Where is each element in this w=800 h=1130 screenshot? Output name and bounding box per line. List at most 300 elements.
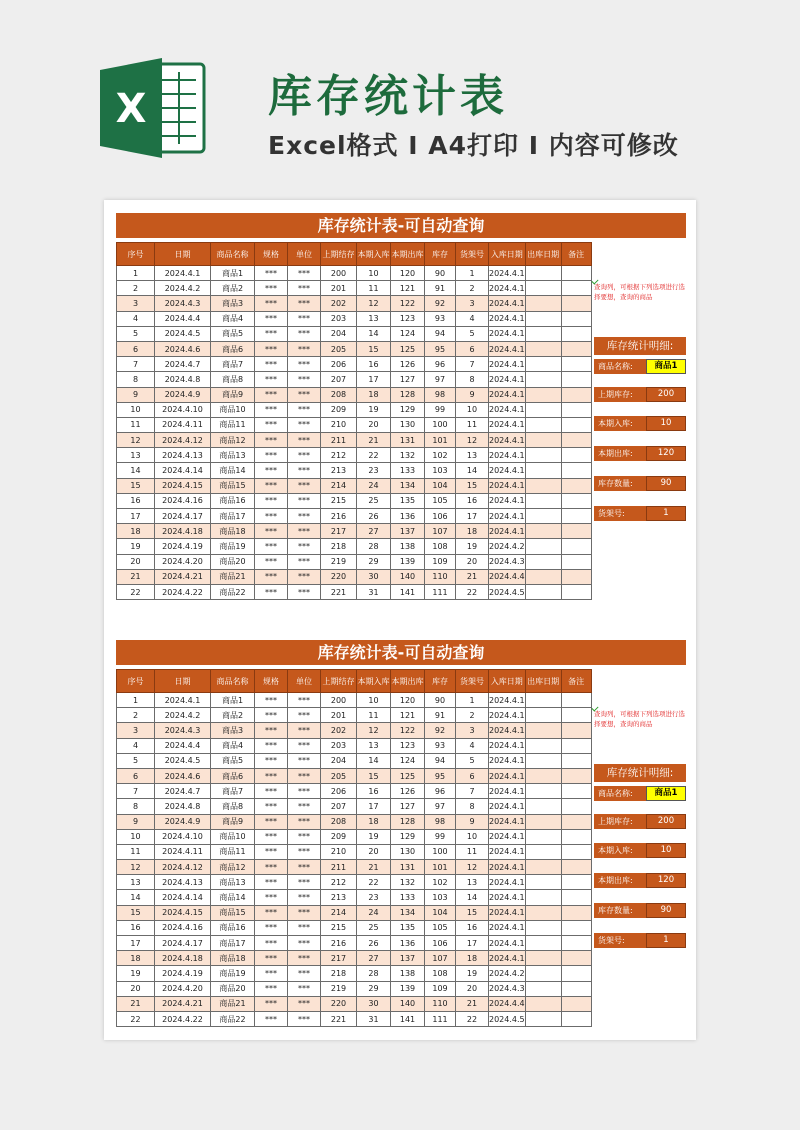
table-cell[interactable]: 22 [117,1011,155,1026]
table-cell[interactable]: 2024.4.10 [155,829,211,844]
table-cell[interactable]: 2024.4.1 [489,814,526,829]
table-cell[interactable]: 2024.4.22 [155,584,211,599]
table-cell[interactable]: 18 [456,951,489,966]
table-cell[interactable]: 130 [391,844,425,859]
table-cell[interactable]: 商品11 [211,844,255,859]
table-cell[interactable]: 219 [321,554,357,569]
table-cell[interactable]: *** [255,936,288,951]
table-cell[interactable]: 商品7 [211,357,255,372]
table-cell[interactable]: 2024.4.1 [489,341,526,356]
table-cell[interactable] [525,357,561,372]
table-cell[interactable]: 211 [321,433,357,448]
table-cell[interactable] [561,829,591,844]
table-cell[interactable] [561,524,591,539]
table-cell[interactable] [561,784,591,799]
table-cell[interactable]: 11 [117,417,155,432]
table-cell[interactable]: *** [288,463,321,478]
table-cell[interactable]: *** [255,784,288,799]
table-cell[interactable]: 109 [425,981,456,996]
table-cell[interactable]: *** [288,524,321,539]
table-cell[interactable]: 2024.4.5 [489,1011,526,1026]
table-cell[interactable] [561,463,591,478]
table-cell[interactable]: 14 [357,753,391,768]
table-cell[interactable]: *** [255,814,288,829]
table-cell[interactable]: 2024.4.1 [489,890,526,905]
table-cell[interactable] [561,584,591,599]
table-cell[interactable]: *** [288,768,321,783]
table-cell[interactable]: *** [288,829,321,844]
table-cell[interactable]: 20 [357,417,391,432]
table-cell[interactable]: 2024.4.13 [155,875,211,890]
table-cell[interactable]: 90 [425,266,456,281]
table-cell[interactable]: 15 [357,768,391,783]
table-cell[interactable]: 14 [117,463,155,478]
table-cell[interactable]: 2024.4.1 [489,708,526,723]
table-cell[interactable]: 2024.4.9 [155,387,211,402]
table-cell[interactable]: 2024.4.13 [155,448,211,463]
table-cell[interactable]: 122 [391,296,425,311]
table-cell[interactable]: 商品20 [211,981,255,996]
table-cell[interactable]: *** [255,266,288,281]
table-cell[interactable] [561,372,591,387]
table-cell[interactable]: 101 [425,860,456,875]
table-cell[interactable]: 91 [425,708,456,723]
table-cell[interactable]: 21 [117,996,155,1011]
table-cell[interactable]: 10 [357,693,391,708]
table-cell[interactable]: 95 [425,768,456,783]
table-cell[interactable]: *** [288,417,321,432]
table-cell[interactable]: *** [255,920,288,935]
table-cell[interactable]: 18 [117,524,155,539]
table-cell[interactable]: 214 [321,905,357,920]
table-cell[interactable]: 93 [425,311,456,326]
table-cell[interactable] [525,554,561,569]
table-cell[interactable]: 98 [425,387,456,402]
table-cell[interactable]: 4 [456,311,489,326]
table-cell[interactable]: 商品12 [211,860,255,875]
table-cell[interactable]: 12 [456,433,489,448]
table-cell[interactable]: *** [288,753,321,768]
product-select[interactable]: 商品1 [646,359,686,374]
table-cell[interactable]: 13 [456,875,489,890]
table-cell[interactable]: *** [288,981,321,996]
table-cell[interactable] [525,463,561,478]
table-cell[interactable]: 31 [357,584,391,599]
table-cell[interactable]: 25 [357,920,391,935]
table-cell[interactable]: *** [255,584,288,599]
table-cell[interactable] [561,708,591,723]
table-cell[interactable]: 125 [391,341,425,356]
table-cell[interactable]: 18 [357,387,391,402]
table-cell[interactable] [525,1011,561,1026]
table-cell[interactable]: 4 [117,738,155,753]
table-cell[interactable] [525,799,561,814]
table-cell[interactable]: 25 [357,493,391,508]
table-cell[interactable]: 20 [117,981,155,996]
table-cell[interactable]: 2024.4.21 [155,569,211,584]
table-cell[interactable]: 14 [456,463,489,478]
table-cell[interactable]: 商品10 [211,829,255,844]
table-cell[interactable]: 2024.4.18 [155,951,211,966]
table-cell[interactable]: *** [255,844,288,859]
table-cell[interactable]: 商品21 [211,996,255,1011]
table-cell[interactable]: 206 [321,357,357,372]
table-cell[interactable]: 204 [321,326,357,341]
table-cell[interactable]: 商品8 [211,372,255,387]
table-cell[interactable]: 96 [425,357,456,372]
table-cell[interactable]: 28 [357,539,391,554]
table-cell[interactable] [525,478,561,493]
table-cell[interactable]: *** [288,554,321,569]
table-cell[interactable] [525,860,561,875]
table-cell[interactable]: 108 [425,539,456,554]
table-cell[interactable]: 201 [321,281,357,296]
table-cell[interactable]: 2024.4.1 [489,951,526,966]
table-cell[interactable]: *** [255,875,288,890]
table-cell[interactable] [525,768,561,783]
table-cell[interactable]: 203 [321,738,357,753]
table-cell[interactable]: 109 [425,554,456,569]
table-cell[interactable]: 128 [391,387,425,402]
table-cell[interactable]: 91 [425,281,456,296]
table-cell[interactable]: 2024.4.2 [489,539,526,554]
table-cell[interactable]: 130 [391,417,425,432]
table-cell[interactable]: *** [288,860,321,875]
table-cell[interactable]: 2024.4.8 [155,372,211,387]
table-cell[interactable]: 17 [456,936,489,951]
table-cell[interactable]: 商品3 [211,723,255,738]
table-cell[interactable]: 2024.4.18 [155,524,211,539]
table-cell[interactable]: 22 [456,584,489,599]
table-cell[interactable]: *** [288,905,321,920]
table-cell[interactable] [525,890,561,905]
table-cell[interactable]: *** [255,417,288,432]
table-cell[interactable]: 商品2 [211,708,255,723]
table-cell[interactable] [561,753,591,768]
table-cell[interactable] [525,539,561,554]
table-cell[interactable]: *** [288,296,321,311]
table-cell[interactable]: 2024.4.5 [489,584,526,599]
table-cell[interactable]: 135 [391,493,425,508]
table-cell[interactable]: 104 [425,478,456,493]
table-cell[interactable]: 136 [391,936,425,951]
table-cell[interactable]: 13 [117,448,155,463]
table-cell[interactable] [525,693,561,708]
table-cell[interactable] [561,448,591,463]
table-cell[interactable]: 商品22 [211,1011,255,1026]
table-cell[interactable] [525,951,561,966]
table-cell[interactable]: 2024.4.1 [489,768,526,783]
table-cell[interactable]: 2 [117,281,155,296]
table-cell[interactable]: 2024.4.19 [155,966,211,981]
table-cell[interactable]: *** [288,569,321,584]
table-cell[interactable]: 104 [425,905,456,920]
table-cell[interactable]: 110 [425,569,456,584]
table-cell[interactable]: 208 [321,387,357,402]
table-cell[interactable] [525,387,561,402]
table-cell[interactable]: *** [288,966,321,981]
table-cell[interactable]: 12 [117,860,155,875]
table-cell[interactable]: 2024.4.7 [155,784,211,799]
table-cell[interactable] [525,341,561,356]
table-cell[interactable]: 商品1 [211,693,255,708]
table-cell[interactable]: 20 [117,554,155,569]
table-cell[interactable]: 137 [391,524,425,539]
table-cell[interactable]: 16 [357,784,391,799]
table-cell[interactable]: 2024.4.8 [155,799,211,814]
table-cell[interactable] [561,326,591,341]
table-cell[interactable]: 商品6 [211,341,255,356]
table-cell[interactable]: *** [255,478,288,493]
table-cell[interactable]: 5 [117,326,155,341]
table-cell[interactable] [561,357,591,372]
table-cell[interactable]: 218 [321,966,357,981]
table-cell[interactable] [561,569,591,584]
table-cell[interactable]: 23 [357,463,391,478]
table-cell[interactable]: 15 [456,905,489,920]
table-cell[interactable]: *** [255,281,288,296]
table-cell[interactable]: *** [255,981,288,996]
table-cell[interactable]: 127 [391,799,425,814]
table-cell[interactable]: 2024.4.1 [489,860,526,875]
table-cell[interactable]: 商品16 [211,920,255,935]
table-cell[interactable]: 26 [357,936,391,951]
table-cell[interactable]: 商品17 [211,936,255,951]
table-cell[interactable]: 138 [391,966,425,981]
table-cell[interactable]: 141 [391,584,425,599]
table-cell[interactable]: 11 [456,844,489,859]
table-cell[interactable]: 215 [321,493,357,508]
table-cell[interactable]: 202 [321,723,357,738]
table-cell[interactable]: 92 [425,296,456,311]
table-cell[interactable] [561,693,591,708]
table-cell[interactable] [525,311,561,326]
table-cell[interactable]: 2024.4.2 [155,281,211,296]
table-cell[interactable]: 111 [425,1011,456,1026]
table-cell[interactable] [525,996,561,1011]
table-cell[interactable]: *** [255,569,288,584]
table-cell[interactable]: 97 [425,799,456,814]
table-cell[interactable]: 2024.4.2 [489,966,526,981]
table-cell[interactable]: 106 [425,509,456,524]
table-cell[interactable]: *** [288,448,321,463]
table-cell[interactable]: 17 [117,936,155,951]
table-cell[interactable]: 2024.4.1 [489,311,526,326]
table-cell[interactable]: 2024.4.3 [155,723,211,738]
table-cell[interactable] [561,920,591,935]
table-cell[interactable]: 139 [391,554,425,569]
table-cell[interactable]: 93 [425,738,456,753]
table-cell[interactable]: 14 [456,890,489,905]
table-cell[interactable]: 200 [321,693,357,708]
table-cell[interactable] [561,738,591,753]
table-cell[interactable]: 3 [456,723,489,738]
table-cell[interactable]: 2024.4.20 [155,981,211,996]
table-cell[interactable]: *** [255,463,288,478]
table-cell[interactable]: 27 [357,951,391,966]
table-cell[interactable]: 2024.4.4 [155,738,211,753]
table-cell[interactable]: 220 [321,996,357,1011]
table-cell[interactable] [561,996,591,1011]
table-cell[interactable]: 商品17 [211,509,255,524]
table-cell[interactable]: 2024.4.6 [155,341,211,356]
table-cell[interactable]: 131 [391,860,425,875]
table-cell[interactable]: *** [255,1011,288,1026]
table-cell[interactable]: 206 [321,784,357,799]
table-cell[interactable]: *** [288,738,321,753]
table-cell[interactable]: 商品15 [211,478,255,493]
table-cell[interactable]: 商品14 [211,463,255,478]
table-cell[interactable]: *** [288,311,321,326]
table-cell[interactable]: 10 [117,829,155,844]
table-cell[interactable]: 214 [321,478,357,493]
table-cell[interactable] [525,723,561,738]
table-cell[interactable]: 商品21 [211,569,255,584]
table-cell[interactable]: 212 [321,875,357,890]
table-cell[interactable] [525,524,561,539]
table-cell[interactable]: 6 [456,768,489,783]
table-cell[interactable]: 216 [321,936,357,951]
table-cell[interactable]: 24 [357,905,391,920]
table-cell[interactable]: *** [255,357,288,372]
table-cell[interactable]: 29 [357,554,391,569]
table-cell[interactable]: 13 [117,875,155,890]
table-cell[interactable]: *** [288,723,321,738]
table-cell[interactable]: 210 [321,417,357,432]
table-cell[interactable] [525,372,561,387]
table-cell[interactable]: 2024.4.4 [489,996,526,1011]
table-cell[interactable] [525,844,561,859]
table-cell[interactable] [561,814,591,829]
table-cell[interactable]: 97 [425,372,456,387]
product-select[interactable]: 商品1 [646,786,686,801]
table-cell[interactable]: 2024.4.1 [489,784,526,799]
table-cell[interactable]: 98 [425,814,456,829]
table-cell[interactable]: *** [288,844,321,859]
table-cell[interactable]: 2024.4.1 [489,463,526,478]
table-cell[interactable]: 105 [425,920,456,935]
table-cell[interactable]: 2 [456,281,489,296]
table-cell[interactable]: 27 [357,524,391,539]
table-cell[interactable]: 5 [117,753,155,768]
table-cell[interactable]: 108 [425,966,456,981]
table-cell[interactable]: 9 [117,814,155,829]
table-cell[interactable]: 6 [117,341,155,356]
table-cell[interactable]: 94 [425,753,456,768]
table-cell[interactable]: *** [288,387,321,402]
table-cell[interactable]: 136 [391,509,425,524]
table-cell[interactable] [561,266,591,281]
table-cell[interactable]: 8 [456,372,489,387]
table-cell[interactable]: 20 [456,981,489,996]
table-cell[interactable]: 30 [357,996,391,1011]
table-cell[interactable]: 2024.4.5 [155,753,211,768]
table-cell[interactable]: 138 [391,539,425,554]
table-cell[interactable] [525,417,561,432]
table-cell[interactable]: 商品1 [211,266,255,281]
table-cell[interactable] [525,936,561,951]
table-cell[interactable]: 107 [425,951,456,966]
table-cell[interactable]: 5 [456,753,489,768]
table-cell[interactable]: 92 [425,723,456,738]
table-cell[interactable]: 2024.4.1 [489,524,526,539]
table-cell[interactable]: *** [288,326,321,341]
table-cell[interactable]: 125 [391,768,425,783]
table-cell[interactable]: 107 [425,524,456,539]
table-cell[interactable]: 140 [391,569,425,584]
table-cell[interactable]: 商品19 [211,539,255,554]
table-cell[interactable]: 商品10 [211,402,255,417]
table-cell[interactable]: 103 [425,890,456,905]
table-cell[interactable]: 2024.4.1 [489,387,526,402]
table-cell[interactable]: 2024.4.1 [489,326,526,341]
table-cell[interactable] [525,708,561,723]
table-cell[interactable]: 20 [456,554,489,569]
table-cell[interactable]: *** [255,402,288,417]
table-cell[interactable]: 122 [391,723,425,738]
table-cell[interactable]: *** [255,753,288,768]
table-cell[interactable]: 9 [117,387,155,402]
table-cell[interactable] [561,402,591,417]
table-cell[interactable]: *** [255,341,288,356]
table-cell[interactable]: 22 [357,875,391,890]
table-cell[interactable] [561,768,591,783]
table-cell[interactable]: 10 [357,266,391,281]
table-cell[interactable]: 7 [117,357,155,372]
table-cell[interactable]: 24 [357,478,391,493]
table-cell[interactable]: 商品9 [211,387,255,402]
table-cell[interactable] [525,981,561,996]
table-cell[interactable]: 23 [357,890,391,905]
table-cell[interactable]: *** [255,829,288,844]
table-cell[interactable] [525,281,561,296]
table-cell[interactable]: 2024.4.1 [489,357,526,372]
table-cell[interactable]: 9 [456,814,489,829]
table-cell[interactable]: 102 [425,875,456,890]
table-cell[interactable]: 商品4 [211,311,255,326]
table-cell[interactable]: 商品13 [211,875,255,890]
table-cell[interactable]: 2024.4.1 [489,905,526,920]
table-cell[interactable]: 商品9 [211,814,255,829]
table-cell[interactable]: *** [288,708,321,723]
table-cell[interactable] [561,341,591,356]
table-cell[interactable]: *** [255,326,288,341]
table-cell[interactable]: 2024.4.1 [489,296,526,311]
table-cell[interactable]: 2024.4.1 [489,799,526,814]
table-cell[interactable]: 11 [117,844,155,859]
table-cell[interactable]: 8 [117,799,155,814]
table-cell[interactable]: 17 [357,372,391,387]
table-cell[interactable]: 129 [391,829,425,844]
table-cell[interactable]: 213 [321,463,357,478]
table-cell[interactable]: 18 [117,951,155,966]
table-cell[interactable]: 2024.4.10 [155,402,211,417]
table-cell[interactable]: 商品12 [211,433,255,448]
table-cell[interactable] [561,539,591,554]
table-cell[interactable]: 12 [357,723,391,738]
table-cell[interactable]: 134 [391,478,425,493]
table-cell[interactable]: 14 [117,890,155,905]
table-cell[interactable]: 128 [391,814,425,829]
table-cell[interactable]: 商品15 [211,905,255,920]
table-cell[interactable]: 2024.4.2 [155,708,211,723]
table-cell[interactable]: 19 [357,402,391,417]
table-cell[interactable] [561,509,591,524]
table-cell[interactable]: 2024.4.4 [155,311,211,326]
table-cell[interactable] [561,723,591,738]
table-cell[interactable]: 218 [321,539,357,554]
table-cell[interactable]: 121 [391,281,425,296]
